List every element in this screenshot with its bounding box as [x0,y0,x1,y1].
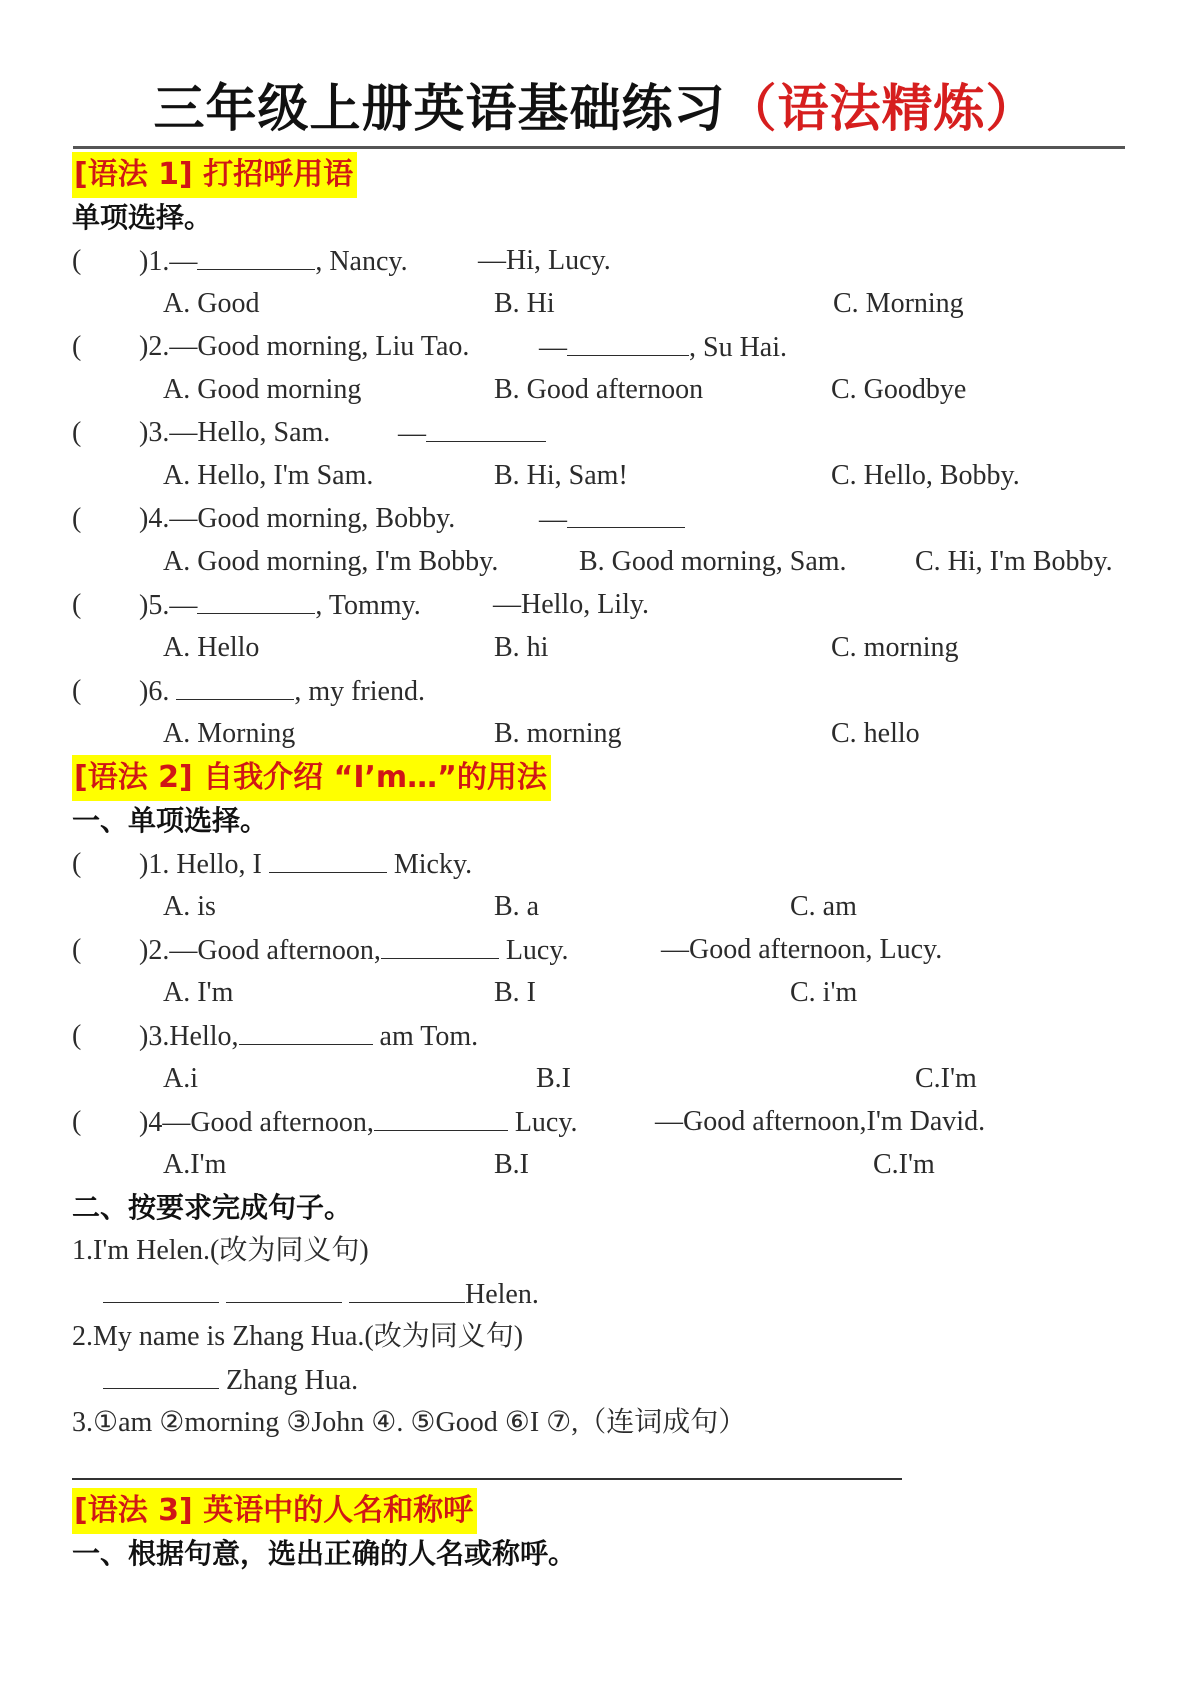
answer-paren: ( [72,934,82,965]
option-b: B.I [494,1149,529,1180]
question-2-reply: — , Su Hai. [539,327,787,368]
blank[interactable] [103,1274,219,1303]
option-c: C. Hi, I'm Bobby. [915,546,1113,577]
option-c: C.I'm [915,1063,977,1094]
rewrite-2: 2.My name is Zhang Hua.(改为同义句) [72,1321,524,1352]
question-2: )2.—Good morning, Liu Tao. [139,331,470,362]
title-paren-close: ） [985,80,1038,139]
title-highlight: 语法精炼 [777,80,986,139]
option-b: B. I [494,977,536,1008]
question-4: )4—Good afternoon, Lucy. [139,1102,578,1143]
question-5: )5.— , Tommy. [139,585,421,626]
option-a: A. Good morning [163,374,362,405]
option-c: C. i'm [790,977,858,1008]
option-b: B.I [536,1063,571,1094]
answer-paren: ( [72,1106,82,1137]
word-order-question: 3.①am ②morning ③John ④. ⑤Good ⑥I ⑦,（连词成句） [72,1407,747,1438]
answer-paren: ( [72,1020,82,1051]
option-a: A. Morning [163,718,296,749]
section-1-heading: [语法 1] 打招呼用语 [72,152,357,198]
blank[interactable] [374,1102,508,1131]
answer-paren: ( [72,245,82,276]
answer-paren: ( [72,331,82,362]
option-c: C. hello [831,718,920,749]
question-3-reply: — [398,413,546,454]
option-c: C. Hello, Bobby. [831,460,1020,491]
option-b: B. hi [494,632,549,663]
answer-paren: ( [72,848,82,879]
question-1-reply: —Hi, Lucy. [478,245,611,276]
section-2-instruction-1: 一、单项选择。 [72,804,269,837]
blank[interactable] [349,1274,465,1303]
section-2-instruction-2: 二、按要求完成句子。 [72,1191,353,1224]
question-5-reply: —Hello, Lily. [493,589,650,620]
title-paren-open: （ [725,80,778,139]
blank[interactable] [381,930,499,959]
question-4-reply: —Good afternoon,I'm David. [655,1106,986,1137]
blank[interactable] [197,585,315,614]
question-4: )4.—Good morning, Bobby. [139,503,456,534]
section-2-heading: [语法 2] 自我介绍 “I’m…”的用法 [72,755,551,801]
blank[interactable] [226,1274,342,1303]
question-2-reply: —Good afternoon, Lucy. [661,934,943,965]
blank[interactable] [567,499,685,528]
option-a: A.i [163,1063,198,1094]
answer-line[interactable] [72,1478,902,1480]
blank[interactable] [239,1016,373,1045]
section-1-instruction: 单项选择。 [72,201,213,234]
blank[interactable] [176,671,294,700]
rewrite-2-answer: Zhang Hua. [103,1360,358,1401]
option-a: A. Good morning, I'm Bobby. [163,546,499,577]
option-b: B. morning [494,718,622,749]
option-a: A. is [163,891,216,922]
section-3-instruction: 一、根据句意，选出正确的人名或称呼。 [72,1537,577,1570]
rewrite-1: 1.I'm Helen.(改为同义句) [72,1235,369,1266]
option-a: A. Good [163,288,260,319]
answer-paren: ( [72,675,82,706]
question-1: )1. Hello, I Micky. [139,844,472,885]
option-b: B. a [494,891,540,922]
blank[interactable] [269,844,387,873]
answer-paren: ( [72,589,82,620]
blank[interactable] [103,1360,219,1389]
blank[interactable] [426,413,546,442]
question-3: )3.Hello, am Tom. [139,1016,478,1057]
blank[interactable] [567,327,689,356]
option-b: B. Hi, Sam! [494,460,628,491]
option-c: C. Goodbye [831,374,967,405]
option-c: C. Morning [833,288,964,319]
question-1: )1.— , Nancy. [139,241,408,282]
option-a: A. Hello, I'm Sam. [163,460,374,491]
option-c: C.I'm [873,1149,935,1180]
option-b: B. Good morning, Sam. [579,546,847,577]
blank[interactable] [197,241,315,270]
option-a: A. Hello [163,632,260,663]
title-divider [73,146,1125,149]
option-b: B. Hi [494,288,555,319]
option-a: A. I'm [163,977,234,1008]
question-2: )2.—Good afternoon, Lucy. [139,930,569,971]
question-6: )6. , my friend. [139,671,425,712]
option-c: C. am [790,891,857,922]
question-3: )3.—Hello, Sam. [139,417,331,448]
answer-paren: ( [72,503,82,534]
option-a: A.I'm [163,1149,227,1180]
rewrite-1-answer: Helen. [103,1274,539,1315]
title-main: 三年级上册英语基础练习 [153,80,726,139]
question-4-reply: — [539,499,685,540]
page-title [0,78,1191,142]
option-c: C. morning [831,632,959,663]
answer-paren: ( [72,417,82,448]
section-3-heading: [语法 3] 英语中的人名和称呼 [72,1488,477,1534]
option-b: B. Good afternoon [494,374,704,405]
